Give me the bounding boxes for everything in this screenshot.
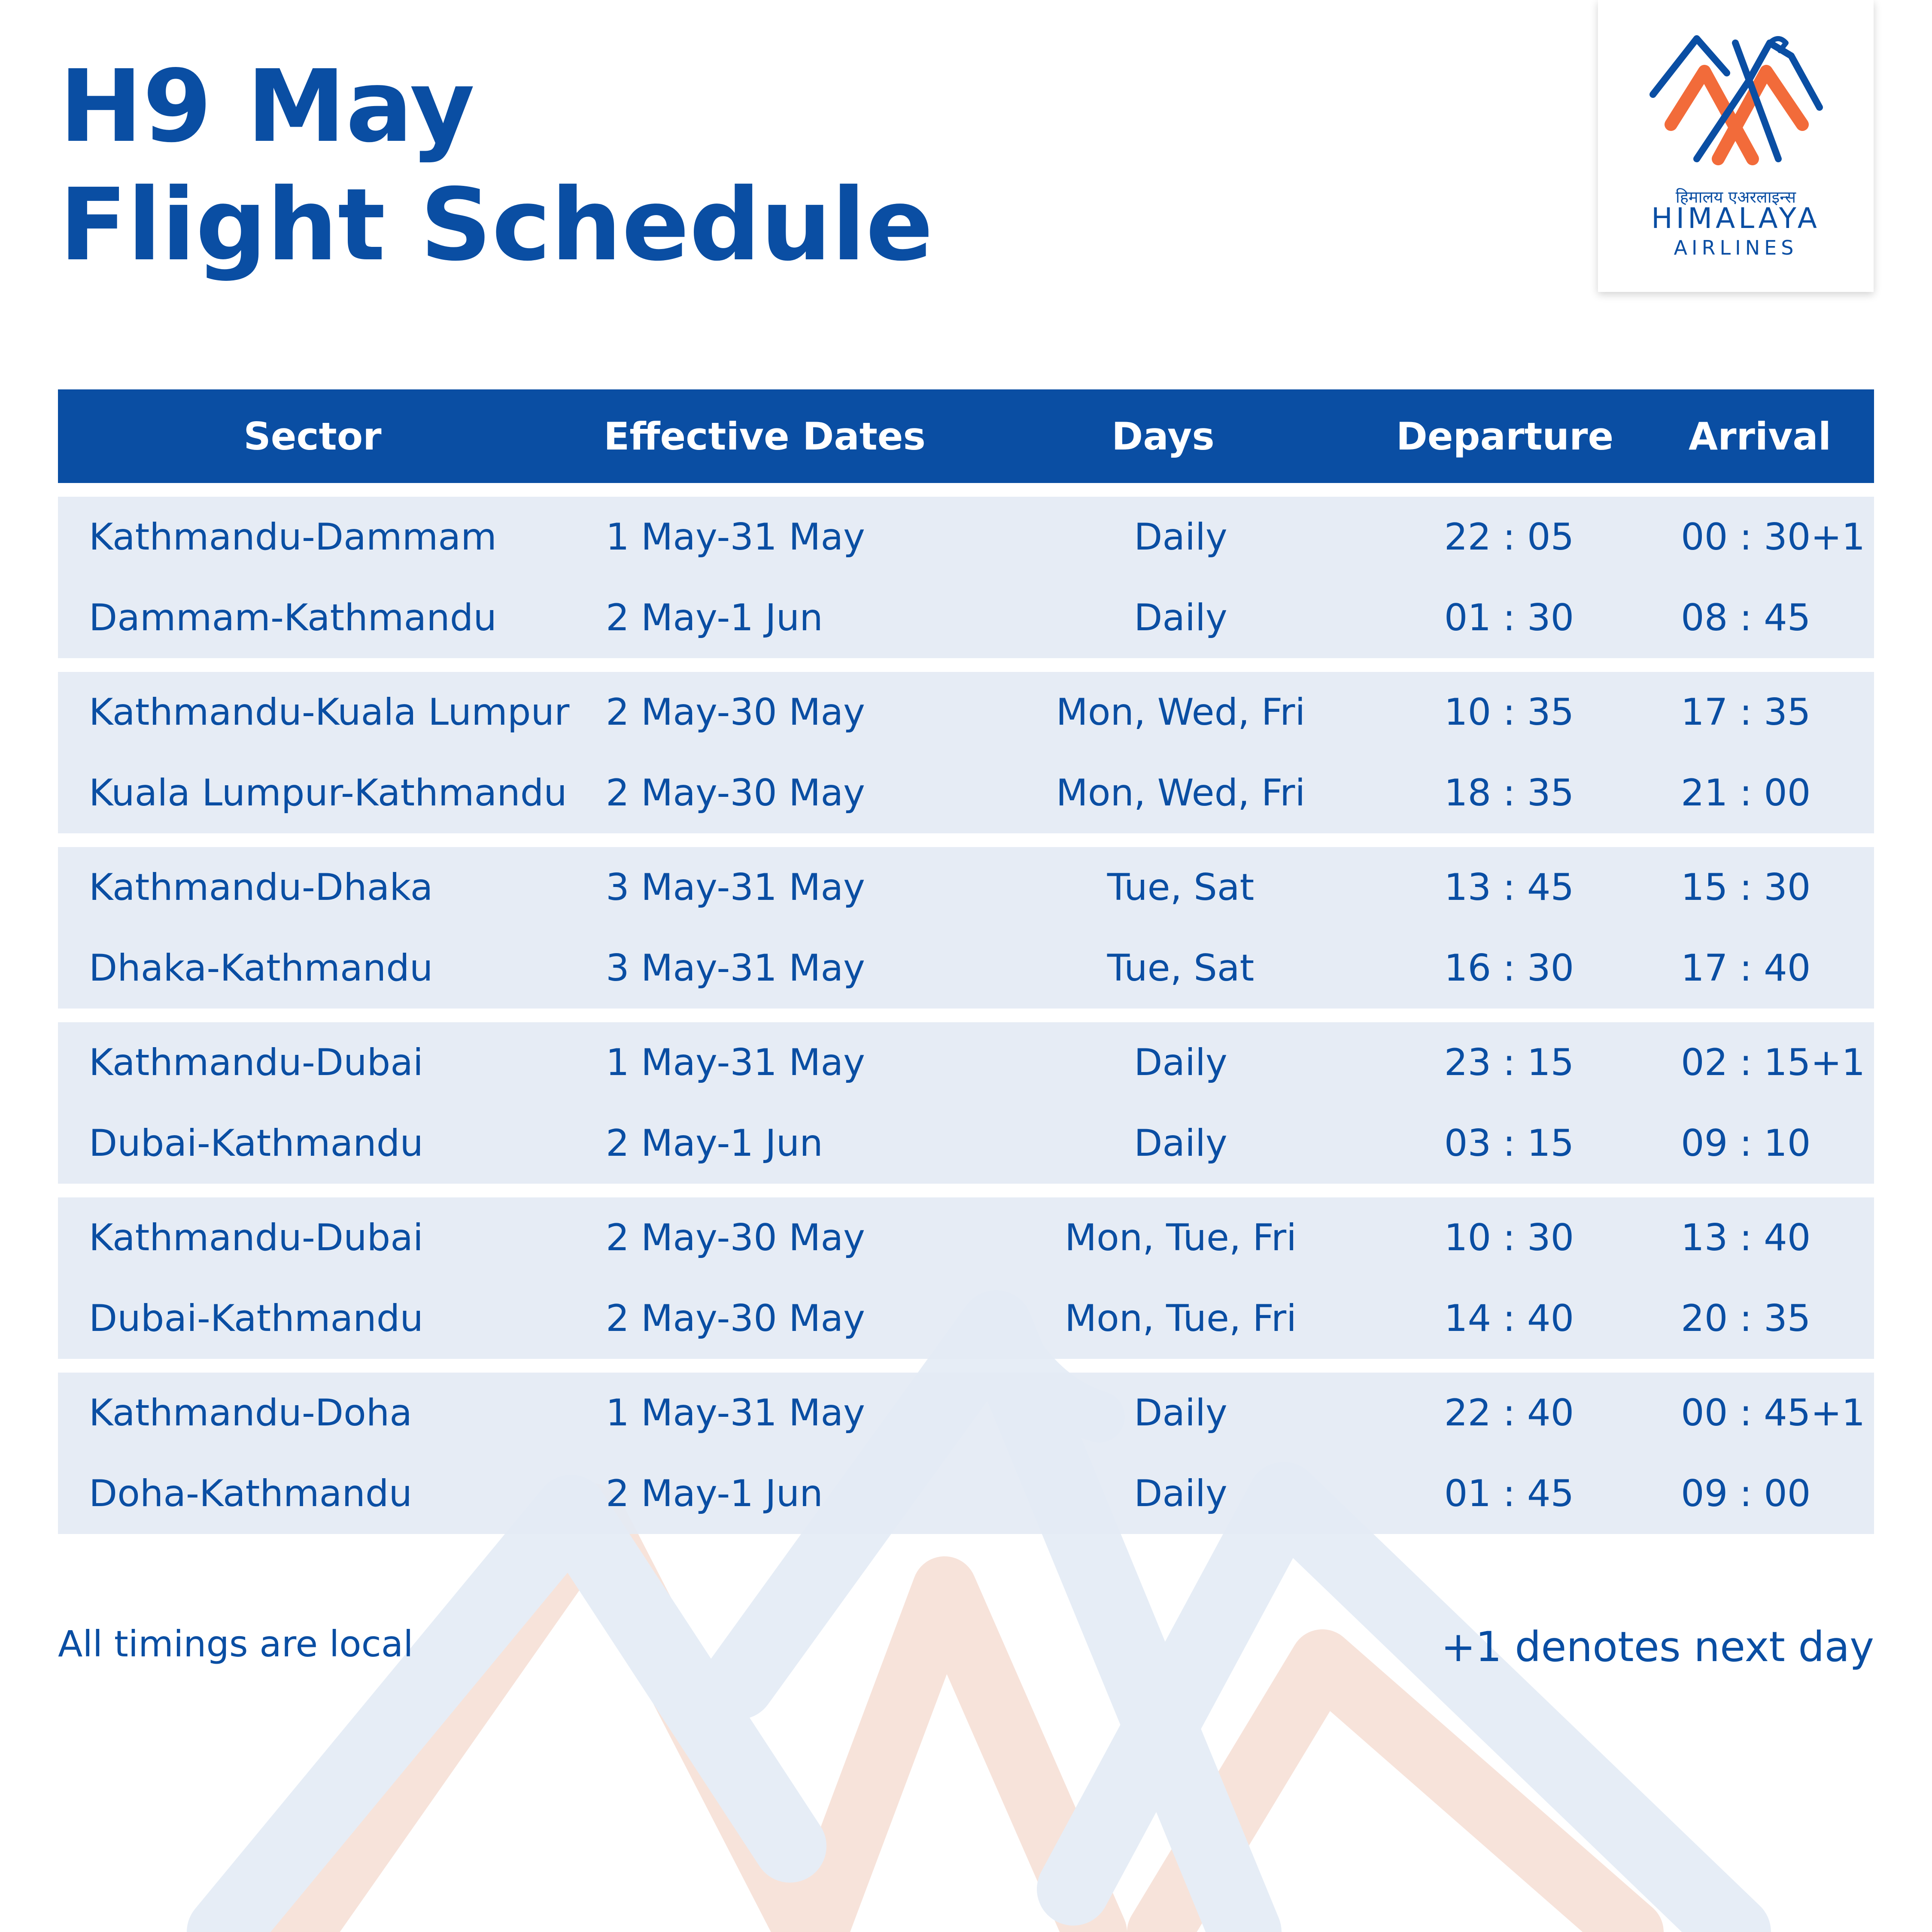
arrival-cell: 15 : 30 bbox=[1681, 866, 1811, 909]
effective-dates-cell: 2 May-30 May bbox=[606, 1297, 865, 1340]
route-group bbox=[58, 847, 1874, 1009]
sector-cell: Doha-Kathmandu bbox=[89, 1472, 412, 1515]
departure-cell: 10 : 30 bbox=[1444, 1216, 1574, 1259]
table-row bbox=[58, 753, 1874, 833]
effective-dates-cell: 3 May-31 May bbox=[606, 947, 865, 990]
table-row bbox=[58, 928, 1874, 1009]
route-group bbox=[58, 497, 1874, 658]
days-cell: Mon, Wed, Fri bbox=[1056, 691, 1306, 734]
table-row bbox=[58, 672, 1874, 753]
title-line-1: H9 May bbox=[59, 49, 475, 164]
sector-cell: Kathmandu-Dhaka bbox=[89, 866, 433, 909]
effective-dates-cell: 1 May-31 May bbox=[606, 1391, 865, 1434]
days-cell: Mon, Tue, Fri bbox=[1064, 1297, 1297, 1340]
column-header-effective-dates: Effective Dates bbox=[604, 414, 926, 459]
departure-cell: 14 : 40 bbox=[1444, 1297, 1574, 1340]
himalaya-airlines-logo-icon bbox=[1649, 30, 1823, 172]
route-group bbox=[58, 672, 1874, 833]
arrival-cell: 09 : 10 bbox=[1681, 1122, 1811, 1165]
flight-schedule-table bbox=[58, 389, 1874, 1534]
arrival-cell: 20 : 35 bbox=[1681, 1297, 1811, 1340]
effective-dates-cell: 2 May-30 May bbox=[606, 772, 865, 814]
days-cell: Tue, Sat bbox=[1107, 866, 1255, 909]
table-header bbox=[58, 389, 1874, 483]
next-day-note: +1 denotes next day bbox=[1441, 1623, 1874, 1671]
table-row bbox=[58, 577, 1874, 658]
table-row bbox=[58, 847, 1874, 928]
departure-cell: 22 : 40 bbox=[1444, 1391, 1574, 1434]
sector-cell: Kathmandu-Kuala Lumpur bbox=[89, 691, 570, 734]
table-row bbox=[58, 497, 1874, 577]
departure-cell: 03 : 15 bbox=[1444, 1122, 1574, 1165]
route-group bbox=[58, 1022, 1874, 1184]
effective-dates-cell: 2 May-1 Jun bbox=[606, 1122, 823, 1165]
days-cell: Daily bbox=[1134, 1391, 1227, 1434]
table-row bbox=[58, 1197, 1874, 1278]
table-row bbox=[58, 1373, 1874, 1453]
arrival-cell: 00 : 30+1 bbox=[1681, 516, 1865, 559]
arrival-cell: 09 : 00 bbox=[1681, 1472, 1811, 1515]
effective-dates-cell: 1 May-31 May bbox=[606, 516, 865, 559]
route-group bbox=[58, 1197, 1874, 1359]
days-cell: Daily bbox=[1134, 1472, 1227, 1515]
arrival-cell: 08 : 45 bbox=[1681, 596, 1811, 639]
table-row bbox=[58, 1453, 1874, 1534]
arrival-cell: 17 : 35 bbox=[1681, 691, 1811, 734]
effective-dates-cell: 2 May-1 Jun bbox=[606, 1472, 823, 1515]
departure-cell: 16 : 30 bbox=[1444, 947, 1574, 990]
departure-cell: 10 : 35 bbox=[1444, 691, 1574, 734]
effective-dates-cell: 2 May-1 Jun bbox=[606, 596, 823, 639]
departure-cell: 01 : 45 bbox=[1444, 1472, 1574, 1515]
days-cell: Daily bbox=[1134, 596, 1227, 639]
sector-cell: Dammam-Kathmandu bbox=[89, 596, 497, 639]
logo-devanagari-text: हिमालय एअरलाइन्स bbox=[1675, 188, 1796, 207]
sector-cell: Kathmandu-Dubai bbox=[89, 1216, 423, 1259]
sector-cell: Dubai-Kathmandu bbox=[89, 1122, 423, 1165]
sector-cell: Kathmandu-Dubai bbox=[89, 1041, 423, 1084]
sector-cell: Kathmandu-Dammam bbox=[89, 516, 497, 559]
departure-cell: 01 : 30 bbox=[1444, 596, 1574, 639]
days-cell: Daily bbox=[1134, 1041, 1227, 1084]
table-row bbox=[58, 1103, 1874, 1184]
days-cell: Tue, Sat bbox=[1107, 947, 1255, 990]
days-cell: Daily bbox=[1134, 1122, 1227, 1165]
column-header-arrival: Arrival bbox=[1689, 414, 1831, 459]
arrival-cell: 13 : 40 bbox=[1681, 1216, 1811, 1259]
timing-note: All timings are local bbox=[58, 1623, 413, 1665]
departure-cell: 22 : 05 bbox=[1444, 516, 1574, 559]
effective-dates-cell: 2 May-30 May bbox=[606, 691, 865, 734]
table-row bbox=[58, 1022, 1874, 1103]
days-cell: Mon, Wed, Fri bbox=[1056, 772, 1306, 814]
logo-sub-text: AIRLINES bbox=[1674, 236, 1798, 259]
title-line-2: Flight Schedule bbox=[59, 167, 933, 283]
arrival-cell: 17 : 40 bbox=[1681, 947, 1811, 990]
sector-cell: Dubai-Kathmandu bbox=[89, 1297, 423, 1340]
column-header-sector: Sector bbox=[243, 414, 382, 459]
departure-cell: 18 : 35 bbox=[1444, 772, 1574, 814]
arrival-cell: 21 : 00 bbox=[1681, 772, 1811, 814]
departure-cell: 13 : 45 bbox=[1444, 866, 1574, 909]
table-body bbox=[58, 497, 1874, 1534]
departure-cell: 23 : 15 bbox=[1444, 1041, 1574, 1084]
table-row bbox=[58, 1278, 1874, 1359]
page-title bbox=[59, 47, 933, 284]
effective-dates-cell: 1 May-31 May bbox=[606, 1041, 865, 1084]
route-group bbox=[58, 1373, 1874, 1534]
effective-dates-cell: 3 May-31 May bbox=[606, 866, 865, 909]
sector-cell: Kuala Lumpur-Kathmandu bbox=[89, 772, 567, 814]
column-header-days: Days bbox=[1112, 414, 1215, 459]
days-cell: Mon, Tue, Fri bbox=[1064, 1216, 1297, 1259]
effective-dates-cell: 2 May-30 May bbox=[606, 1216, 865, 1259]
arrival-cell: 00 : 45+1 bbox=[1681, 1391, 1865, 1434]
logo-name-text: HIMALAYA bbox=[1651, 202, 1820, 235]
sector-cell: Kathmandu-Doha bbox=[89, 1391, 412, 1434]
airline-logo bbox=[1598, 0, 1874, 292]
days-cell: Daily bbox=[1134, 516, 1227, 559]
arrival-cell: 02 : 15+1 bbox=[1681, 1041, 1865, 1084]
sector-cell: Dhaka-Kathmandu bbox=[89, 947, 433, 990]
column-header-departure: Departure bbox=[1396, 414, 1614, 459]
